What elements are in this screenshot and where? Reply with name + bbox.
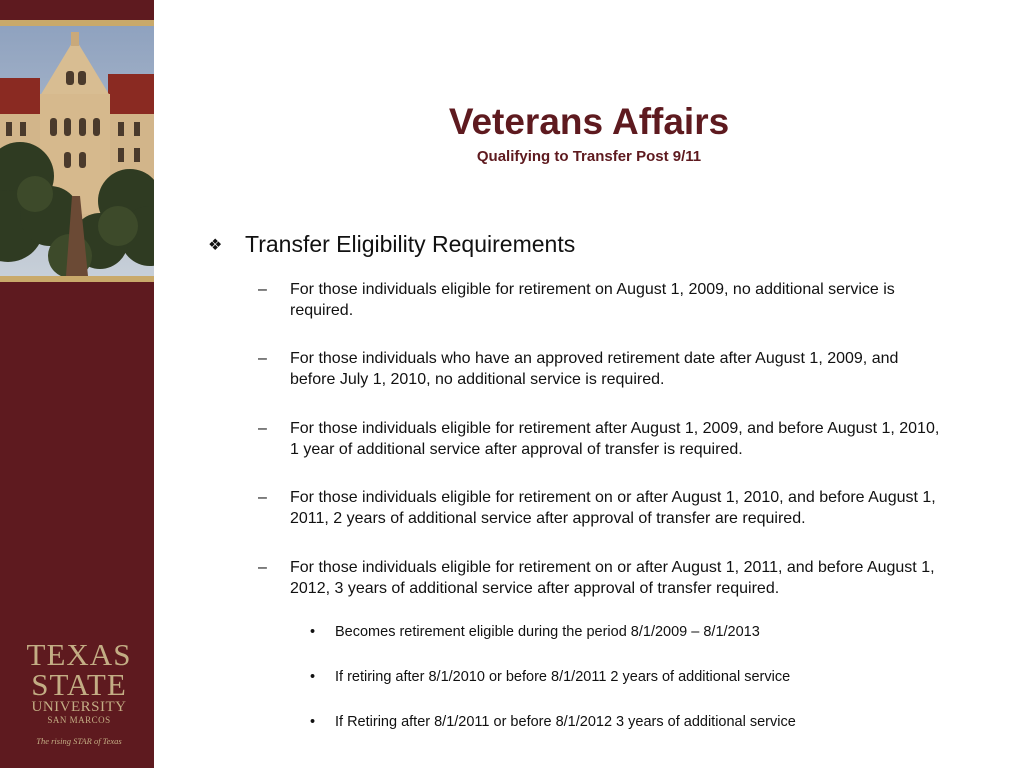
list-item-text: For those individuals eligible for retirement on or after August 1, 2011, and before August 1, 2012, 3 years of additional service after approval of transfer required. — [290, 559, 935, 597]
logo-line-university: UNIVERSITY — [31, 699, 127, 715]
list-item-text: For those individuals eligible for retirement after August 1, 2009, and before August 1, 2010, 1 year of additional service after approval of transfer is required. — [290, 420, 940, 458]
sub-list-item-text: If retiring after 8/1/2010 or before 8/1/2011 2 years of additional service — [335, 669, 791, 685]
gold-divider-bottom — [0, 276, 154, 282]
list-item — [258, 557, 948, 599]
logo-line-state: STATE — [31, 667, 127, 702]
list-item-text: For those individuals eligible for retirement on August 1, 2009, no additional service is required. — [290, 281, 895, 319]
sub-list-item-text: Becomes retirement eligible during the period 8/1/2009 – 8/1/2013 — [335, 624, 760, 640]
slide-subtitle: Qualifying to Transfer Post 9/11 — [476, 148, 702, 165]
sub-list-item — [310, 623, 950, 642]
list-item — [258, 487, 948, 529]
dot-bullet: • — [310, 714, 316, 730]
list-item — [258, 418, 948, 460]
diamond-bullet-icon: ❖ — [208, 237, 223, 254]
list-item — [258, 348, 948, 390]
list-item — [258, 279, 948, 321]
list-item-text: For those individuals who have an approved retirement date after August 1, 2009, and before July 1, 2010, no additional service is required. — [290, 350, 899, 388]
sidebar — [0, 0, 154, 768]
section-heading-text: Transfer Eligibility Requirements — [245, 231, 576, 257]
logo-tagline: The rising STAR of Texas — [36, 736, 122, 746]
logo-line-texas: TEXAS — [26, 637, 132, 672]
texas-state-logo — [24, 637, 134, 746]
dash-bullet: – — [258, 420, 267, 437]
dash-bullet: – — [258, 350, 267, 367]
campus-building-photo — [0, 26, 154, 276]
slide-title: Veterans Affairs — [448, 101, 730, 142]
sub-list-item — [310, 668, 950, 687]
sub-list-item — [310, 713, 950, 732]
dot-bullet: • — [310, 624, 316, 640]
list-item-text: For those individuals eligible for retirement on or after August 1, 2010, and before August 1, 2011, 2 years of additional service after approval of transfer are required. — [290, 489, 936, 527]
sub-list-item-text: If Retiring after 8/1/2011 or before 8/1/2012 3 years of additional service — [335, 714, 796, 730]
section-heading — [208, 229, 575, 261]
dash-bullet: – — [258, 489, 267, 506]
dot-bullet: • — [310, 669, 316, 685]
dash-bullet: – — [258, 281, 267, 298]
logo-line-san-marcos: SAN MARCOS — [47, 715, 111, 725]
dash-bullet: – — [258, 559, 267, 576]
